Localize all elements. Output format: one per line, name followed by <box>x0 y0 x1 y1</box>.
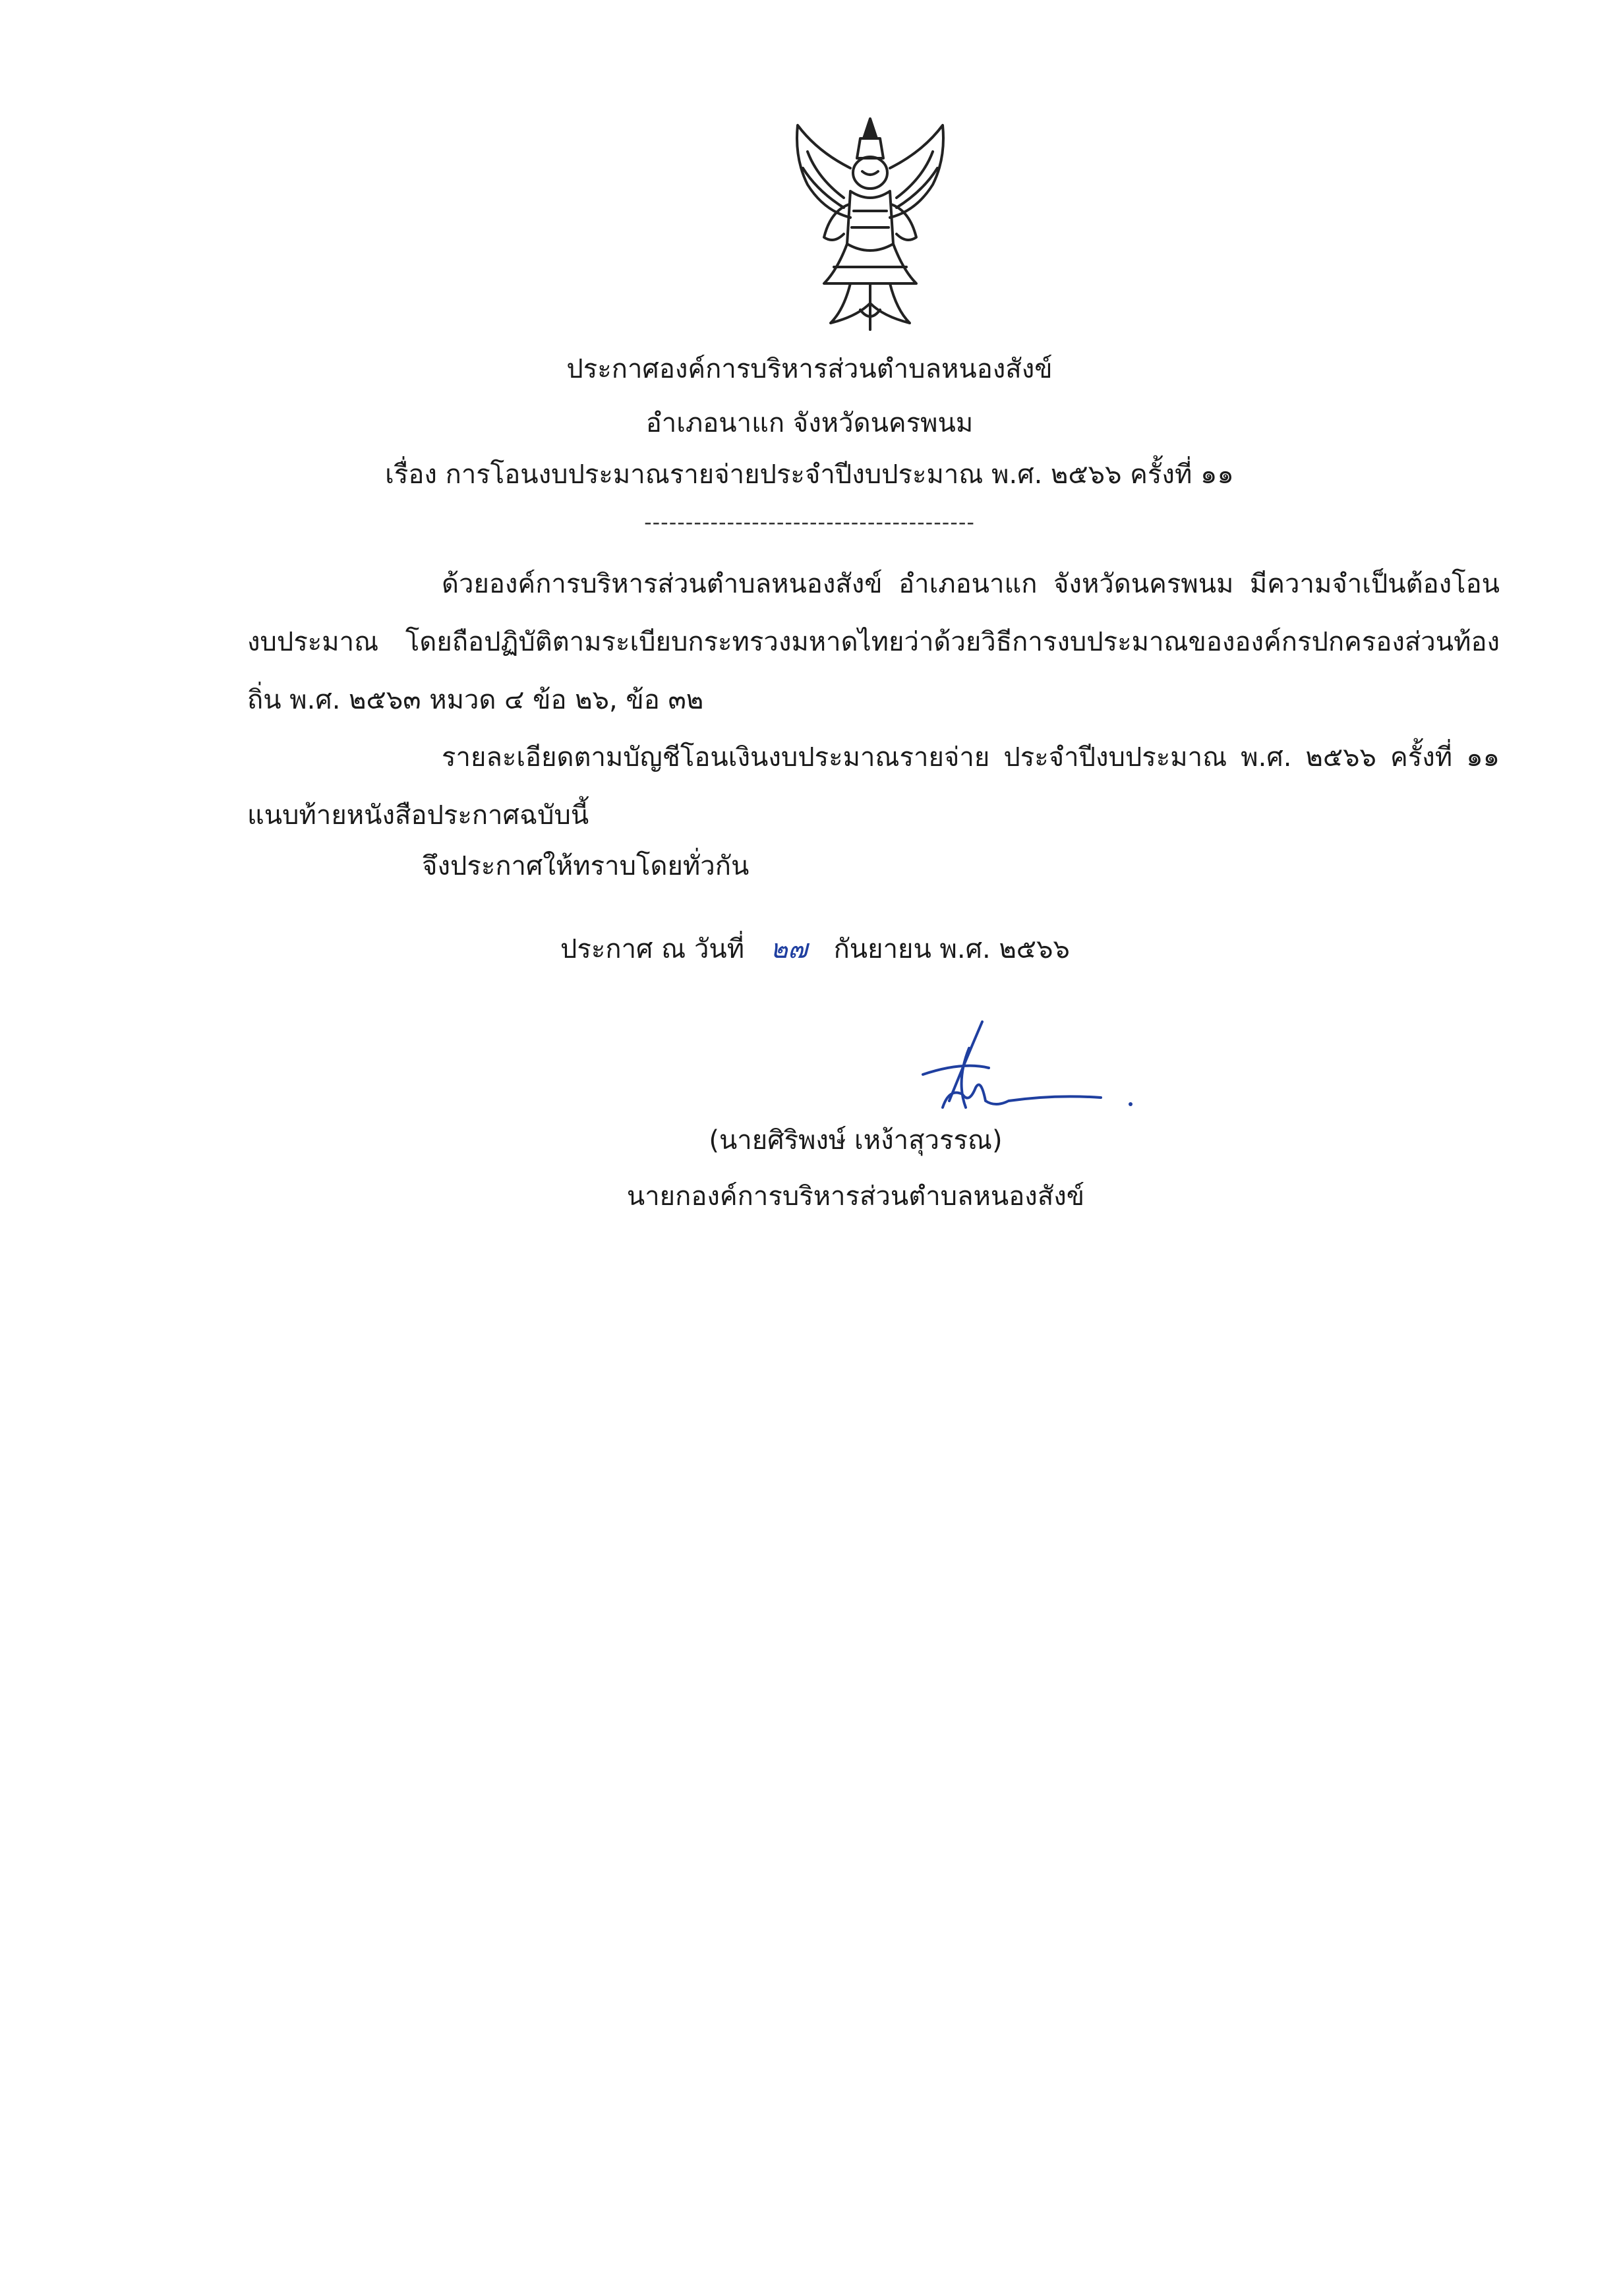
date-prefix: ประกาศ ณ วันที่ <box>560 934 745 964</box>
body-paragraph-1: ด้วยองค์การบริหารส่วนตำบลหนองสังข์ อำเภอนาแก จังหวัดนครพนม มีความจำเป็นต้องโอนงบประมาณ โดยถือปฏิบัติตามระเบียบกระทรวงมหาดไทยว่าด้วยวิธีการงบประมาณขององค์กรปกครองส่วนท้องถิ่น พ.ศ. ๒๕๖๓ หมวด ๔ ข้อ ๒๖, ข้อ ๓๒ <box>247 569 1500 715</box>
header-subject: เรื่อง การโอนงบประมาณรายจ่ายประจำปีงบประมาณ พ.ศ. ๒๕๖๖ ครั้งที่ ๑๑ <box>385 459 1234 490</box>
header-line-1: ประกาศองค์การบริหารส่วนตำบลหนองสังข์ <box>566 354 1053 384</box>
handwritten-signature <box>903 1009 1140 1127</box>
garuda-emblem-icon <box>778 112 962 336</box>
signer-title: นายกองค์การบริหารส่วนตำบลหนองสังข์ <box>626 1181 1085 1212</box>
date-day: ๒๗ <box>770 934 808 964</box>
body-paragraph-3: จึงประกาศให้ทราบโดยทั่วกัน <box>422 851 750 881</box>
date-suffix: กันยายน พ.ศ. ๒๕๖๖ <box>833 934 1070 964</box>
announcement-date <box>560 929 1070 969</box>
signer-name: (นายศิริพงษ์ เหง้าสุวรรณ) <box>709 1125 1003 1156</box>
header-divider: ---------------------------------------- <box>644 510 975 535</box>
body-paragraph-2: รายละเอียดตามบัญชีโอนเงินงบประมาณรายจ่าย ประจำปีงบประมาณ พ.ศ. ๒๕๖๖ ครั้งที่ ๑๑ แนบท้ายหนังสือประกาศฉบับนี้ <box>247 742 1500 831</box>
header-line-2: อำเภอนาแก จังหวัดนครพนม <box>645 408 974 438</box>
